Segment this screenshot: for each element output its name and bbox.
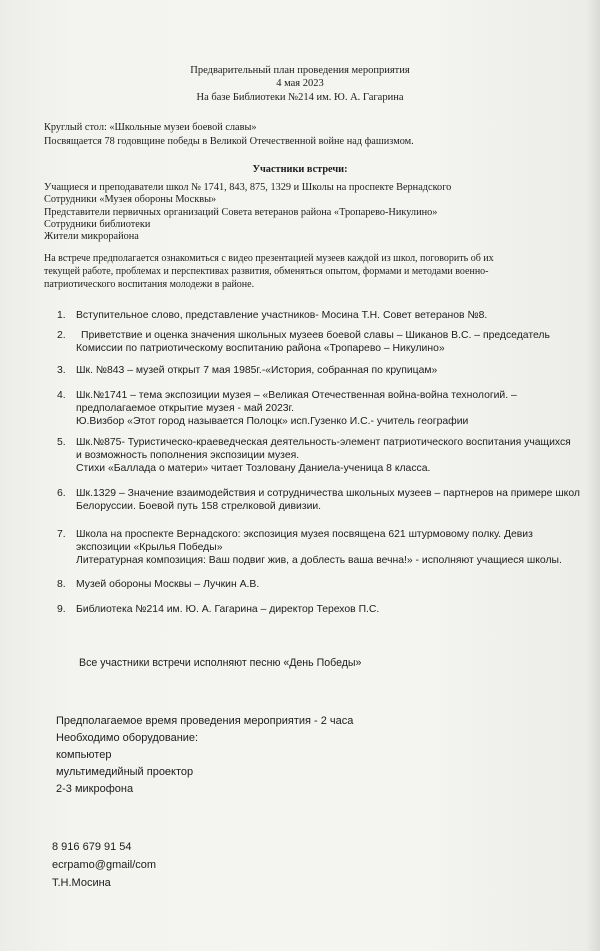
item-text: предполагаемое открытие музея - май 2023г. [76, 402, 294, 414]
participant-line: Учащиеся и преподаватели школ № 1741, 843, 875, 1329 и Школы на проспекте Вернадского [44, 182, 452, 193]
header-venue: На базе Библиотеки №214 им. Ю. А. Гагарина [196, 92, 404, 103]
logistics-block [56, 713, 353, 798]
item-number: 6. [57, 488, 66, 499]
item-text: Музей обороны Москвы – Лучкин А.В. [76, 579, 260, 590]
item-text: Школа на проспекте Вернадского: экспозиция музея посвящена 621 штурмовому полку. Девиз [76, 529, 533, 540]
contact-block [52, 838, 156, 892]
contact-phone: 8 916 679 91 54 [52, 841, 132, 853]
item-text: Белоруссии. Боевой путь 158 стрелковой дивизии. [76, 500, 322, 512]
participant-line: Сотрудники библиотеки [44, 218, 151, 230]
item-text: Шк.№875- Туристическо-краеведческая деятельность-элемент патриотического воспитания учащихся [76, 437, 571, 448]
item-text: Литературная композиция: Ваш подвиг жив, а доблесть ваша вечна!» - исполняют учащиеся школы. [76, 554, 562, 566]
item-text: Комиссии по патриотическому воспитанию района «Тропарево – Никулино» [76, 342, 445, 354]
item-text: Ю.Визбор «Этот город называется Полоцк» исп.Гузенко И.С.- учитель географии [76, 415, 469, 427]
intro-block [44, 121, 414, 148]
item-number: 4. [57, 390, 66, 401]
purpose-line: На встрече предполагается ознакомиться с видео презентацией музеев каждой из школ, поговорить об их [44, 253, 494, 264]
equipment-item: 2-3 микрофона [56, 783, 134, 795]
participants-list [44, 182, 451, 243]
item-number: 8. [57, 579, 66, 590]
item-text: Вступительное слово, представление участников- Мосина Т.Н. Совет ветеранов №8. [76, 310, 488, 321]
item-text: Приветствие и оценка значения школьных музеев боевой славы – Шиканов В.С. – председатель [81, 330, 550, 341]
header-title: Предварительный план проведения мероприятия [190, 65, 410, 76]
participant-line: Сотрудники «Музея обороны Москвы» [44, 194, 217, 206]
dedication-line: Посвящается 78 годовщине победы в Великой Отечественной войне над фашизмом. [44, 135, 414, 147]
item-number: 7. [57, 529, 66, 540]
item-text: экспозиции «Крылья Победы» [76, 541, 223, 553]
purpose-line: текущей работе, проблемах и перспективах развития, обменяться опытом, формами и методами военно- [44, 266, 489, 278]
item-number: 2. [57, 330, 66, 341]
equipment-item: компьютер [56, 749, 112, 761]
round-table-title: Круглый стол: «Школьные музеи боевой славы» [44, 122, 257, 133]
equipment-title: Необходимо оборудование: [56, 732, 199, 744]
participant-line: Жители микрорайона [44, 231, 139, 243]
contact-name: Т.Н.Мосина [52, 877, 111, 889]
item-number: 1. [57, 310, 66, 321]
purpose-line: патриотического воспитания молодежи в районе. [44, 279, 255, 291]
document-header [0, 63, 600, 106]
song-line: Все участники встречи исполняют песню «День Победы» [79, 657, 362, 669]
item-number: 9. [57, 604, 66, 615]
item-text: Шк.№1741 – тема экспозиции музея – «Великая Отечественная война-война технологий. – [76, 390, 517, 401]
item-text: Шк. №843 – музей открыт 7 мая 1985г.-«История, собранная по крупицам» [76, 365, 438, 376]
participants-heading: Участники встречи: [252, 164, 348, 175]
event-duration: Предполагаемое время проведения мероприятия - 2 часа [56, 715, 354, 727]
equipment-item: мультимедийный проектор [56, 766, 194, 778]
contact-email: ecrpamo@gmail/com [52, 859, 157, 871]
item-number: 3. [57, 365, 66, 376]
participant-line: Представители первичных организаций Совета ветеранов района «Тропарево-Никулино» [44, 206, 438, 218]
purpose-paragraph [44, 252, 494, 292]
item-text: и возможность пополнения экспозиции музея. [76, 449, 300, 461]
item-text: Библиотека №214 им. Ю. А. Гагарина – директор Терехов П.С. [76, 604, 380, 615]
item-text: Шк.1329 – Значение взаимодействия и сотрудничества школьных музеев – партнеров на примере школ [76, 488, 580, 499]
item-number: 5. [57, 437, 66, 448]
item-text: Стихи «Баллада о матери» читает Тозловану Даниела-ученица 8 класса. [76, 462, 431, 474]
header-date: 4 мая 2023 [276, 78, 324, 89]
